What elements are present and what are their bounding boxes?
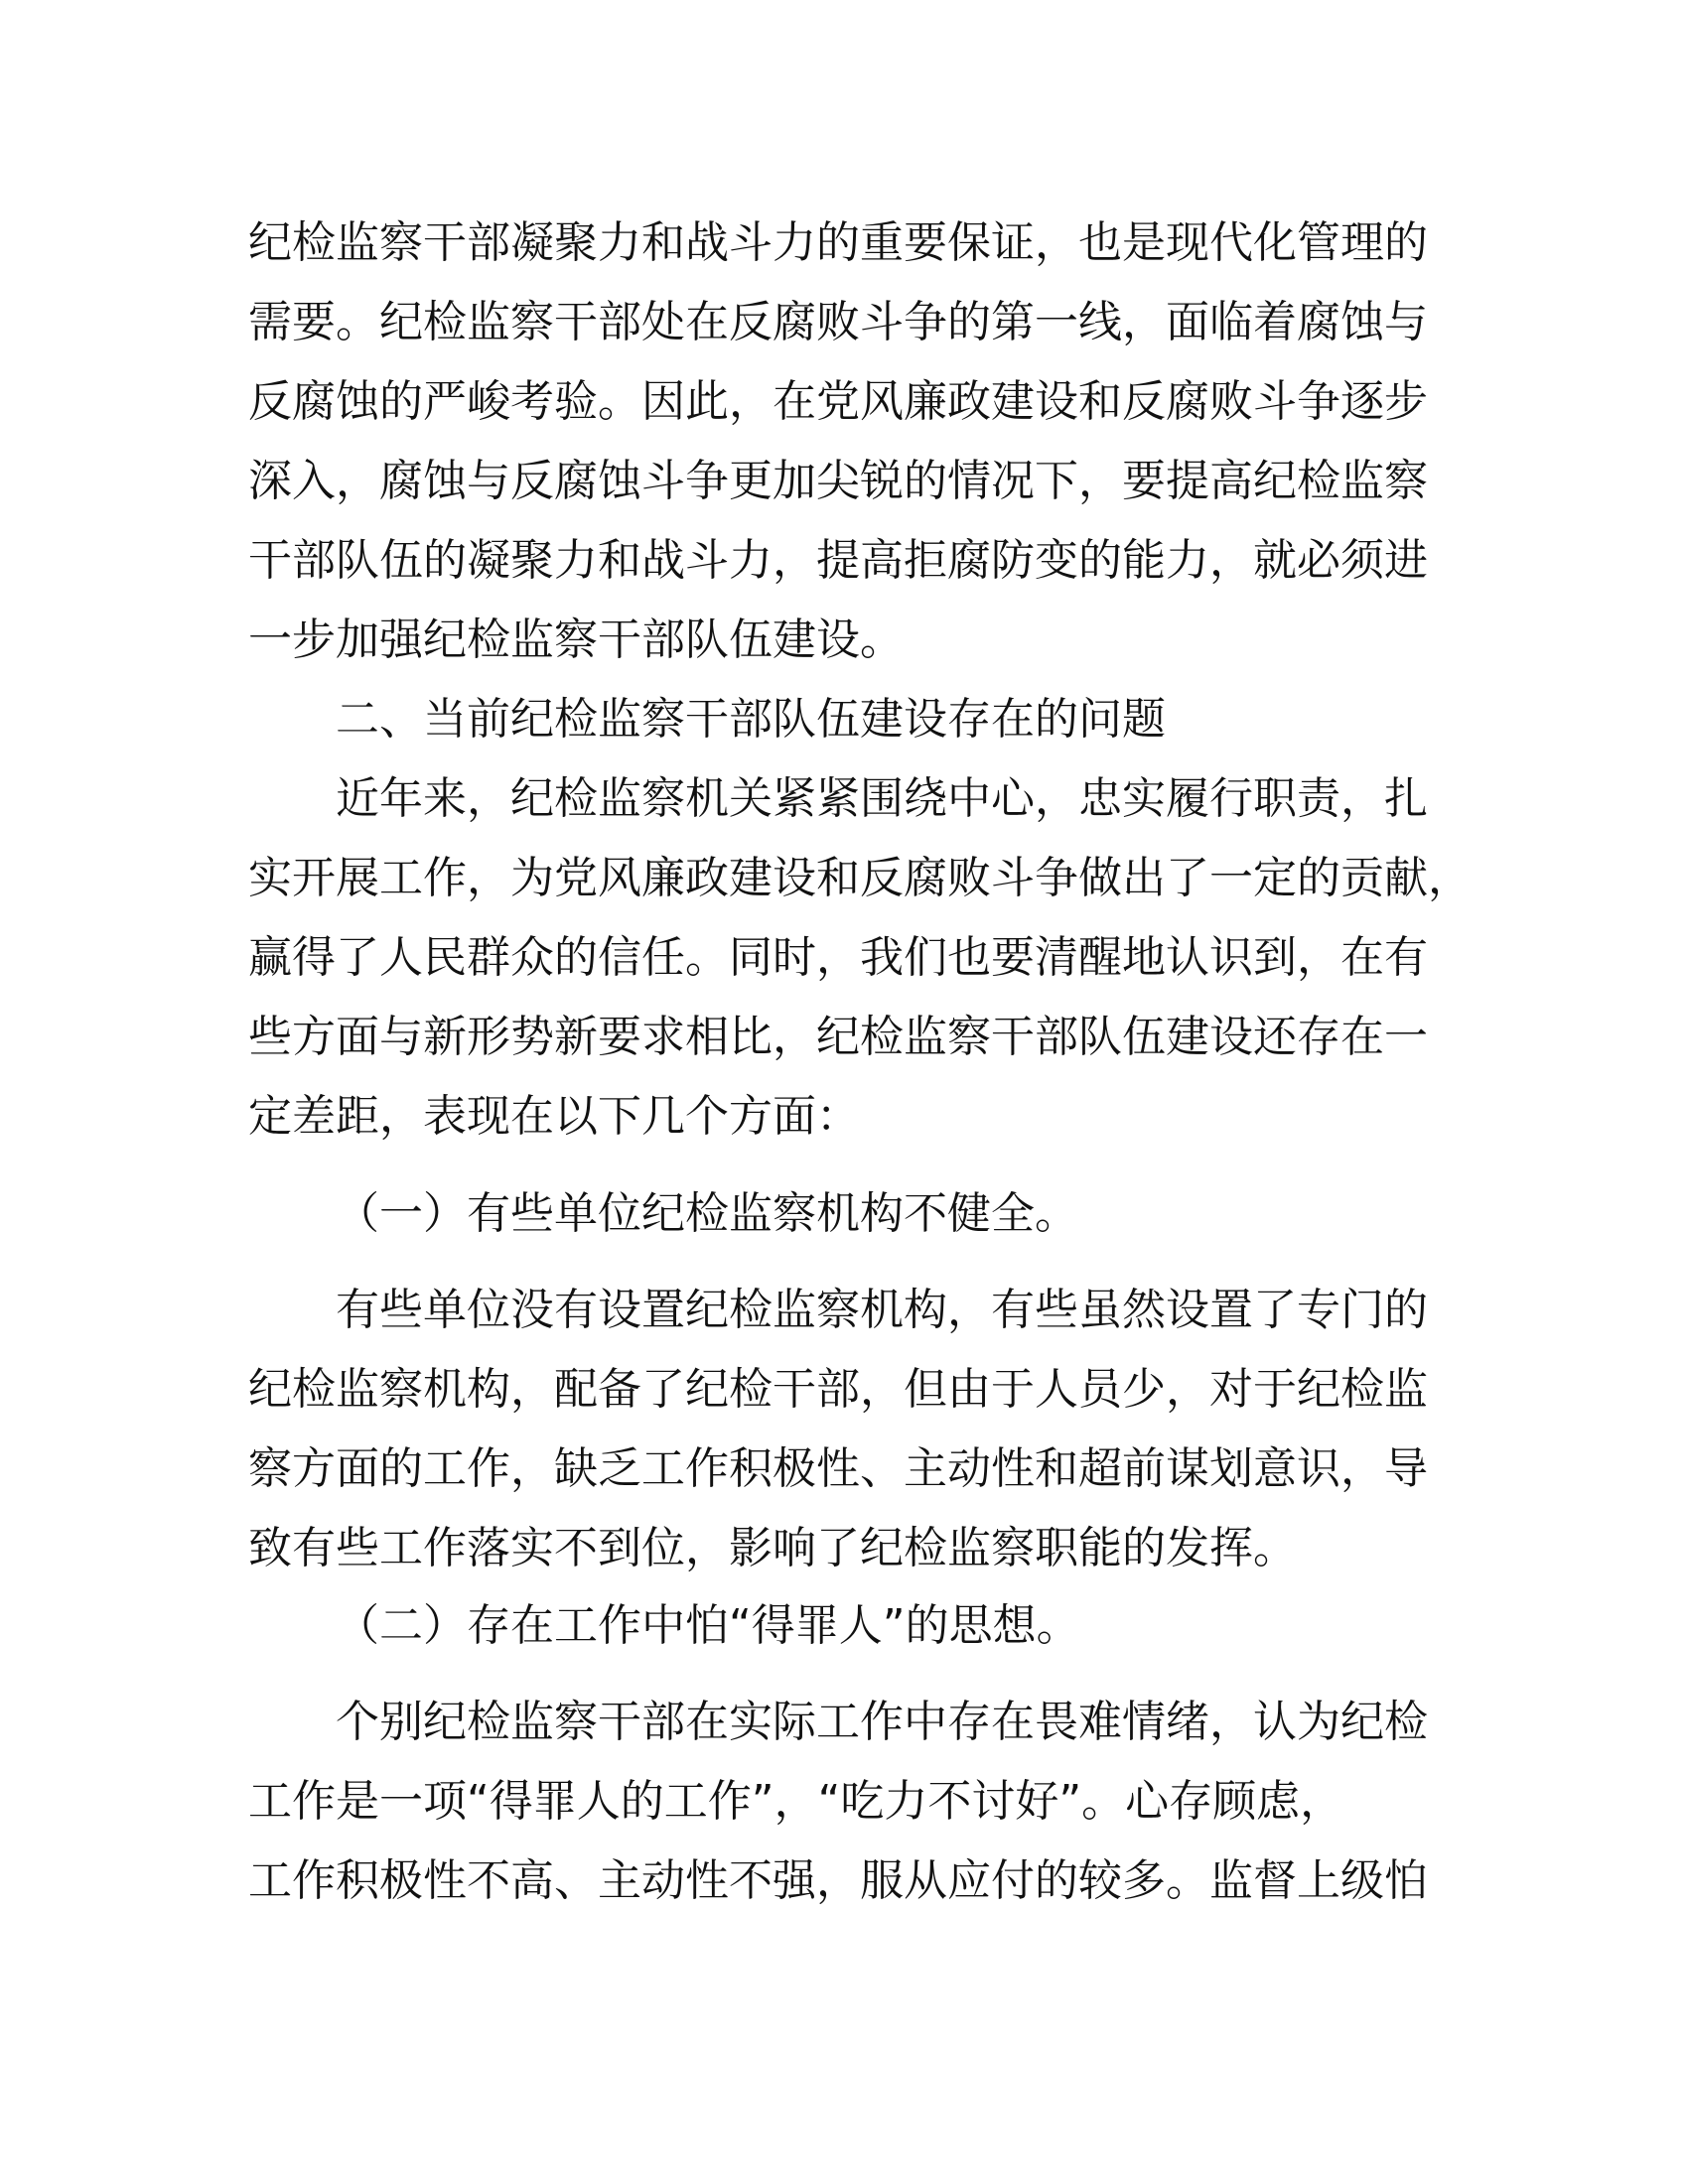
paragraph-first-line: 个别纪检监察干部在实际工作中存在畏难情绪，认为纪检 (336, 1697, 1428, 1747)
text-line: 察方面的工作，缺乏工作积极性、主动性和超前谋划意识，导 (248, 1443, 1428, 1494)
text-line: 工作积极性不高、主动性不强，服从应付的较多。监督上级怕 (248, 1855, 1428, 1906)
text-line: 需要。纪检监察干部处在反腐败斗争的第一线，面临着腐蚀与 (248, 297, 1428, 347)
text-line: 一步加强纪检监察干部队伍建设。 (248, 614, 904, 665)
text-line: 赢得了人民群众的信任。同时，我们也要清醒地认识到，在有 (248, 932, 1428, 983)
paragraph-first-line: 近年来，纪检监察机关紧紧围绕中心，忠实履行职责，扎 (336, 773, 1428, 824)
text-line: 工作是一项“得罪人的工作”，“吃力不讨好”。心存顾虑， (248, 1776, 1344, 1827)
text-line: 纪检监察干部凝聚力和战斗力的重要保证，也是现代化管理的 (248, 217, 1428, 268)
text-line: 反腐蚀的严峻考验。因此，在党风廉政建设和反腐败斗争逐步 (248, 376, 1428, 427)
text-line: 干部队伍的凝聚力和战斗力，提高拒腐防变的能力，就必须进 (248, 535, 1428, 586)
text-line: 致有些工作落实不到位，影响了纪检监察职能的发挥。 (248, 1523, 1297, 1573)
text-line: 深入，腐蚀与反腐蚀斗争更加尖锐的情况下，要提高纪检监察 (248, 456, 1428, 506)
text-line: 些方面与新形势新要求相比，纪检监察干部队伍建设还存在一 (248, 1012, 1428, 1062)
text-line: 定差距，表现在以下几个方面： (248, 1091, 860, 1142)
subsection-heading: （一）有些单位纪检监察机构不健全。 (336, 1188, 1078, 1239)
subsection-heading: （二）存在工作中怕“得罪人”的思想。 (336, 1600, 1080, 1651)
text-line: 纪检监察机构，配备了纪检干部，但由于人员少，对于纪检监 (248, 1364, 1428, 1415)
paragraph-first-line: 有些单位没有设置纪检监察机构，有些虽然设置了专门的 (336, 1285, 1428, 1335)
section-heading: 二、当前纪检监察干部队伍建设存在的问题 (336, 694, 1166, 745)
text-line: 实开展工作，为党风廉政建设和反腐败斗争做出了一定的贡献， (248, 853, 1472, 903)
